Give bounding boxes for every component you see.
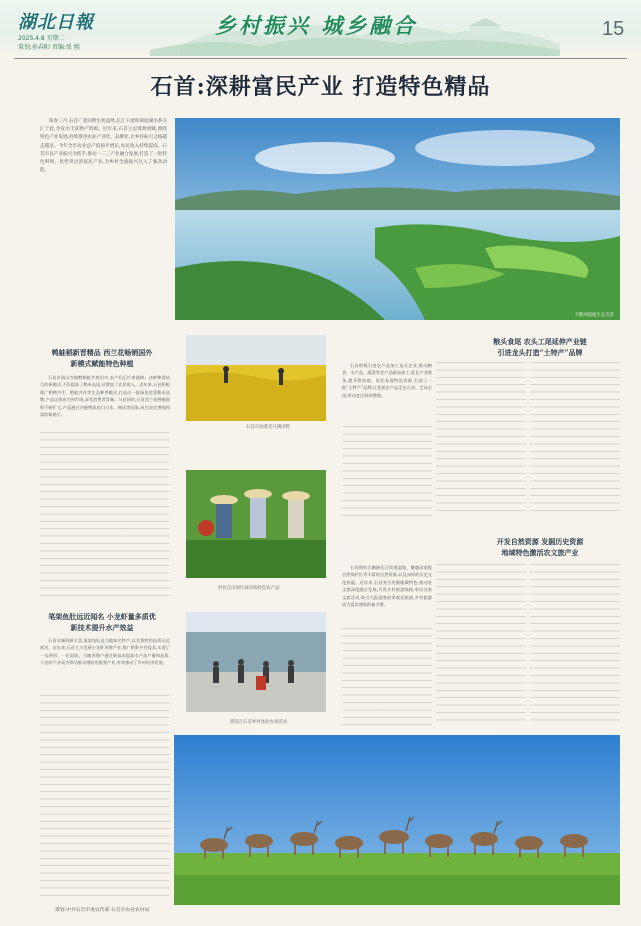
page-headline: 石首:深耕富民产业 打造特色精品: [150, 74, 491, 100]
intro-paragraph: 阳春三月,石首广袤田野生机盎然,长江干流和洞庭湖水系交汇于此,孕育出丰富物产资源。近年来,石首立足资源禀赋,围绕特色产业发展,持续推进农业产业化、品牌化,让乡村振兴之路越走越宽。今年全市农业总产值稳步增长,农民收入持续提高。石首市以产业振兴为抓手,推动一二三产业融合发展,打造了一批特色鲜明、优势突出的富民产业,为乡村全面振兴注入了强劲动能。: [40, 119, 167, 174]
section-b-body: 石首水域资源丰富,笔架鱼肚是当地知名特产,以其独特的品质远近闻名。近年来,石首大力发展小龙虾养殖产业,推广稻虾共作技术,实现了一水两用、一田双收。当地养殖户通过新技术提高水产品产量和品质,小龙虾产业成为带动群众增收的重要产业,有效推动了乡村经济发展。: [40, 638, 170, 666]
photo2-caption: 村民在田间忙碌采收特色农产品: [218, 586, 280, 591]
section-d-body-col2: [436, 564, 526, 726]
section-b-title-line1: 笔架鱼肚远近闻名 小龙虾量多质优: [48, 612, 156, 621]
section-d-body-col1: [342, 628, 432, 726]
section-c-title-line2: 引进龙头打造“土特产”品牌: [497, 348, 583, 357]
masthead: [18, 8, 148, 52]
photo-rapeseed-field: [186, 335, 326, 421]
section-c-title-line1: 粮头食尾 农头工尾延伸产业链: [493, 337, 587, 346]
page-footer: 策划:中共石首市委宣传部 石首市农业农村局: [55, 908, 150, 913]
page-number: 15: [602, 18, 625, 40]
hero-wetland-photo: [175, 118, 620, 320]
photo1-caption: 石首市油菜花开满田野: [246, 425, 290, 430]
section-c-body-col1: [342, 426, 432, 516]
section-a-body-continued: [40, 432, 170, 602]
photo-elk-herd: [174, 735, 620, 905]
photo-field-workers: [186, 470, 326, 578]
section-c-body-col2: [436, 362, 526, 516]
section-d-title-line2: 地域特色激活农文旅产业: [501, 548, 579, 557]
section-d-body: 石首拥有天鹅洲长江故道湿地、麋鹿国家级自然保护区等丰富的自然资源,以及深厚的历史文化底蕴。近年来,石首充分发掘地域特色,推动农文旅深度融合发展,开发乡村旅游线路,举办各类文旅活动,吸引大批游客前来观光旅游,乡村旅游成为富民增收的新引擎。: [342, 565, 432, 608]
section-a-title-line2: 新模式赋能特色种植: [70, 359, 134, 368]
section-d-title: [440, 536, 640, 558]
photo3-caption: 游客在石首乡村体验农事活动: [230, 720, 288, 725]
section-d-title-line1: 开发自然资源 发掘历史资源: [496, 537, 584, 546]
header-divider: [14, 58, 627, 59]
section-a-title: [34, 347, 170, 369]
section-d-body-col3: [530, 564, 620, 726]
section-b-title-line2: 新技术提升水产效益: [70, 623, 134, 632]
section-c-body: 石首积极引进农产品加工龙头企业,推动粮食、水产品、蔬菜等农产品精深加工,延长产业链条,提升附加值。依托本地特色资源,打造了一批“土特产”品牌,让优质农产品走出石首、走向全国,带动农民持续增收。: [342, 363, 432, 398]
hero-caption: 天鹅洲湿地生态美景: [574, 313, 614, 318]
issue-date: 2025.4.8 星期二: [18, 35, 65, 42]
newspaper-logo: 湖北日報: [18, 12, 94, 33]
section-slogan: 乡村振兴 城乡融合: [215, 13, 418, 38]
photo-tourists-village: [186, 612, 326, 712]
section-b-title: [34, 611, 170, 633]
section-c-body-col3: [530, 362, 620, 516]
section-b-body-continued: [40, 695, 170, 900]
section-a-body: 石首市团山寺镇鸭稻蛙共育田中,农户们正忙着插秧。这种种养结合的新模式,不仅提高了稻米品质,还增加了农民收入。近年来,石首积极推广稻鸭共生、稻蛙共作等生态种养模式,打造出一批绿色优质稻米品牌,产品远销省内外市场,深受消费者青睐。与此同时,石首西兰花种植面积不断扩大,产品通过冷链物流出口日本、韩国等国家,成为农民增收致富的新路子。: [40, 375, 170, 418]
section-c-title: [440, 336, 640, 358]
section-a-title-line1: 鸭蛙稻新晋精品 西兰花畅销国外: [51, 348, 153, 357]
editor-credit: 策划:孙春阳 责编:张 熙: [18, 44, 80, 51]
